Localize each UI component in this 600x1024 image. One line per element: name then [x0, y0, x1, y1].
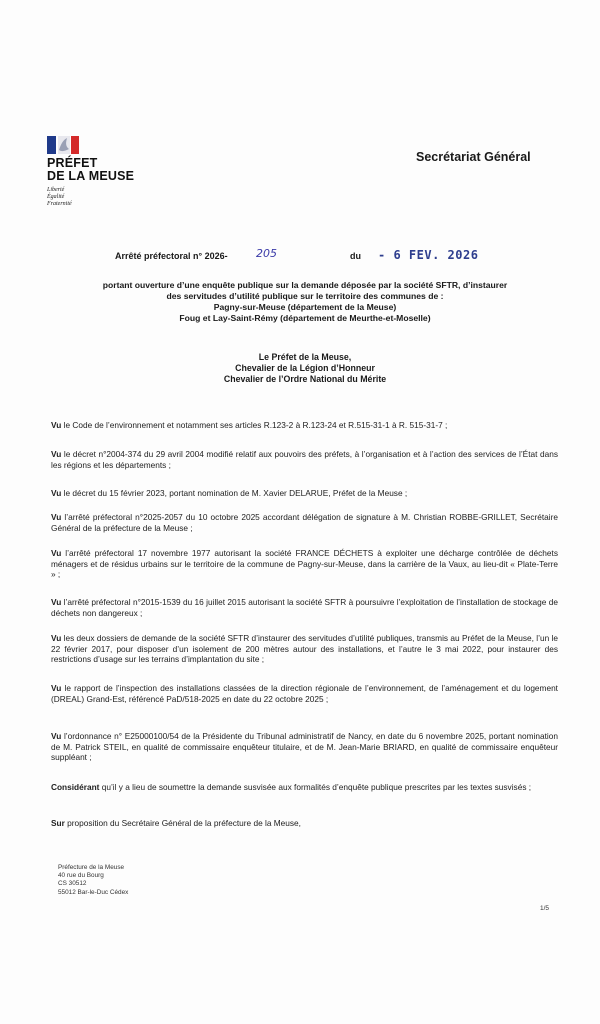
address-line: 55012 Bar-le-Duc Cédex [58, 888, 129, 896]
arrete-subject [40, 280, 570, 324]
prefect-line: Chevalier de la Légion d’Honneur [235, 363, 375, 373]
arrete-label: Arrêté préfectoral n° 2026- [115, 251, 228, 261]
prefecture-logo [47, 136, 167, 208]
address-line: CS 30512 [58, 880, 87, 888]
arrete-number: 205 [256, 247, 277, 260]
devise-egalite: Égalité [47, 194, 65, 200]
visa-paragraph: Vu l’arrêté préfectoral n°2025-2057 du 10 octobre 2025 accordant délégation de signature à M. Christian ROBBE-GRILLET, Secrétaire Général de la préfecture de la Meuse ; [51, 512, 558, 533]
visa-paragraph: Vu les deux dossiers de demande de la société SFTR d’instaurer des servitudes d’utilité publiques, transmis au Préfet de la Meuse, l’un le 22 février 2017, pour disposer d’un isolement de 200 mètres autour des installations, et l’autre le 3 mai 2022, pour instaurer des restrictions d’usage sur les terrains d’implantation du site ; [51, 633, 558, 665]
visa-paragraph: Vu l’arrêté préfectoral 17 novembre 1977 autorisant la société FRANCE DÉCHETS à exploiter une décharge contrôlée de déchets ménagers et de résidus urbains sur le territoire de la commune de Pagny-sur-Meuse, dans la carrière de la Vaux, au lieu-dit « Plate-Terre » ; [51, 548, 558, 580]
subject-line: Foug et Lay-Saint-Rémy (département de Meurthe-et-Moselle) [179, 313, 431, 323]
proposition-paragraph: Sur proposition du Secrétaire Général de la préfecture de la Meuse, [51, 818, 301, 828]
devise-fraternite: Fraternité [47, 201, 72, 207]
prefect-titles [40, 352, 570, 385]
subject-line: des servitudes d’utilité publique sur le territoire des communes de : [166, 291, 444, 301]
subject-line: Pagny-sur-Meuse (département de la Meuse) [213, 302, 397, 312]
prefect-line: Chevalier de l’Ordre National du Mérite [223, 374, 387, 384]
logo-meuse: DE LA MEUSE [47, 169, 135, 183]
department-name: Secrétariat Général [416, 150, 531, 164]
page-number: 1/5 [540, 905, 550, 912]
visa-paragraph: Vu l’arrêté préfectoral n°2015-1539 du 16 juillet 2015 autorisant la société SFTR à poursuivre l’exploitation de l’installation de stockage de déchets non dangereux ; [51, 597, 558, 618]
prefecture-address [58, 864, 128, 897]
arrete-date-stamp: - 6 FEV. 2026 [378, 248, 479, 262]
arrete-du: du [350, 251, 361, 261]
marianne-icon [47, 136, 79, 154]
prefect-line: Le Préfet de la Meuse, [258, 352, 352, 362]
logo-prefet: PRÉFET [47, 156, 98, 170]
devise [47, 187, 167, 208]
visa-paragraph: Vu le rapport de l’inspection des installations classées de la direction régionale de l’environnement, de l’aménagement et du logement (DREAL) Grand-Est, référencé PaD/518-2025 en date du 22 octobre 2025 ; [51, 683, 558, 704]
devise-liberte: Liberté [47, 187, 65, 193]
subject-line: portant ouverture d’une enquête publique sur la demande déposée par la société SFTR, d’instaurer [102, 280, 508, 290]
visa-paragraph: Vu le Code de l’environnement et notamment ses articles R.123-2 à R.123-24 et R.515-31-1 à R. 515-31-7 ; [51, 420, 448, 430]
visa-paragraph: Vu le décret n°2004-374 du 29 avril 2004 modifié relatif aux pouvoirs des préfets, à l’organisation et à l’action des services de l’État dans les régions et les départements ; [51, 449, 558, 470]
considerant-paragraph: Considérant qu’il y a lieu de soumettre la demande susvisée aux formalités d’enquête publique prescrites par les textes susvisés ; [51, 782, 532, 792]
address-line: Préfecture de la Meuse [58, 864, 125, 871]
address-line: 40 rue du Bourg [58, 872, 104, 880]
visa-paragraph: Vu l’ordonnance n° E25000100/54 de la Présidente du Tribunal administratif de Nancy, en date du 6 novembre 2025, portant nomination de M. Patrick STEIL, en qualité de commissaire enquêteur titulaire, et de M. Jean-Marie BRIARD, en qualité de commissaire enquêteur suppléant ; [51, 731, 558, 763]
visa-paragraph: Vu le décret du 15 février 2023, portant nomination de M. Xavier DELARUE, Préfet de la Meuse ; [51, 488, 408, 498]
